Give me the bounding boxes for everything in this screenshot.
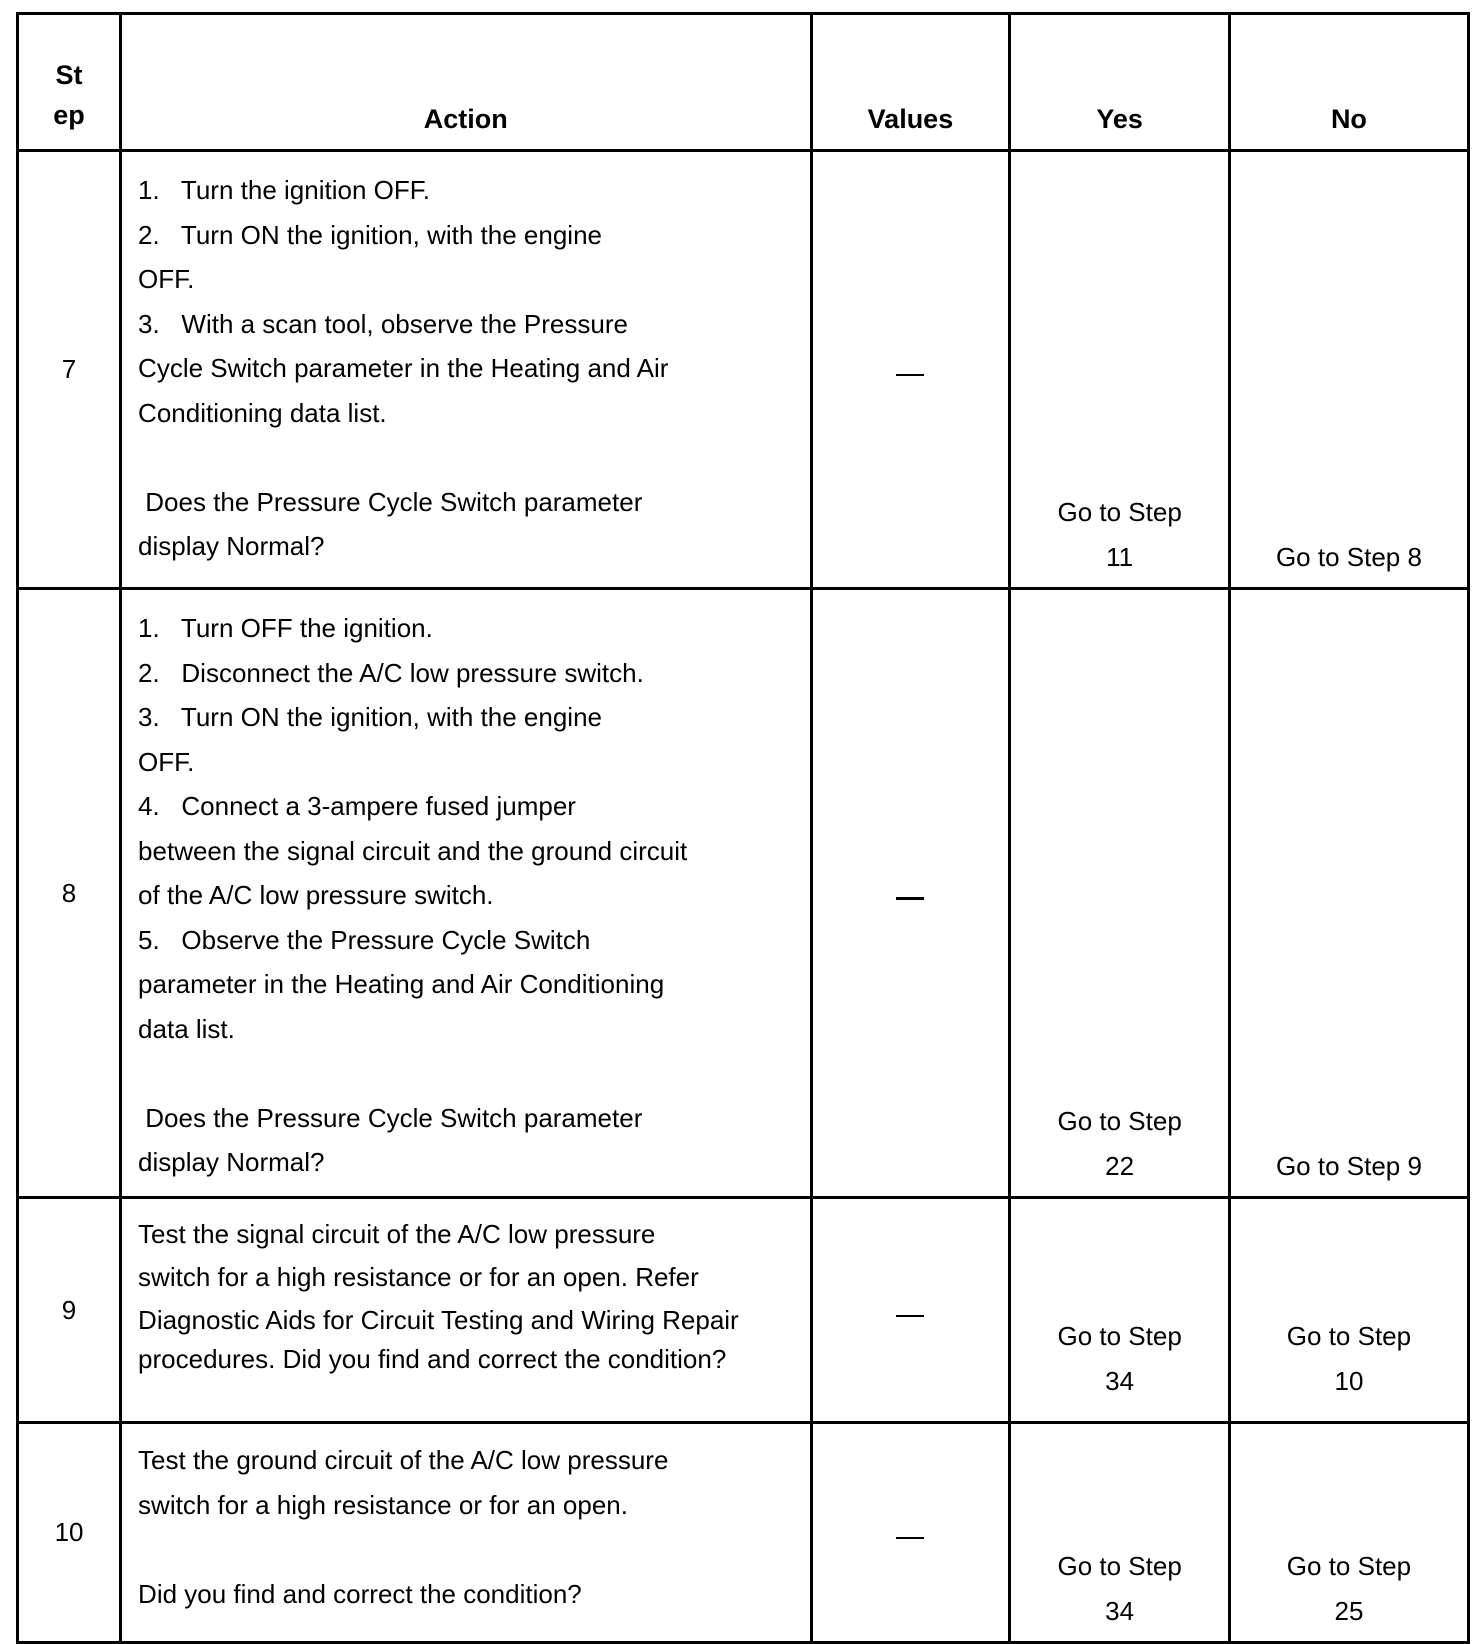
header-action: Action (121, 14, 811, 151)
values-cell (811, 1423, 1010, 1643)
table-header-row (18, 14, 1469, 151)
action-cell: Test the ground circuit of the A/C low pressure switch for a high resistance or for an open. Did you find and correct the condition? (121, 1423, 811, 1643)
yes-cell: Go to Step 22 (1010, 589, 1230, 1198)
action-cell: 1. Turn OFF the ignition. 2. Disconnect the A/C low pressure switch. 3. Turn ON the ignition, with the engine OFF. 4. Connect a 3-ampere fused jumper between the signal circuit and the ground circuit of the A/C low pressure switch. 5. Observe the Pressure Cycle Switch parameter in the Heating and Air Conditioning data list. Does the Pressure Cycle Switch parameter display Normal? (121, 589, 811, 1198)
header-step: St ep (18, 14, 121, 151)
step-number: 8 (18, 589, 121, 1198)
no-cell: Go to Step 10 (1229, 1198, 1468, 1423)
table-row (18, 151, 1469, 589)
header-no: No (1229, 14, 1468, 151)
question: Does the Pressure Cycle Switch parameter (138, 486, 643, 517)
header-yes: Yes (1010, 14, 1230, 151)
header-values: Values (811, 14, 1010, 151)
question: Does the Pressure Cycle Switch parameter (138, 1102, 643, 1133)
yes-cell: Go to Step 11 (1010, 151, 1230, 589)
table-row (18, 1198, 1469, 1423)
values-cell (811, 589, 1010, 1198)
table-row (18, 1423, 1469, 1643)
no-cell: Go to Step 9 (1229, 589, 1468, 1198)
em-dash (896, 1537, 924, 1539)
em-dash (896, 374, 924, 376)
question: Did you find and correct the condition? (138, 1578, 582, 1609)
action-cell: 1. Turn the ignition OFF. 2. Turn ON the ignition, with the engine OFF. 3. With a scan tool, observe the Pressure Cycle Switch parameter in the Heating and Air Conditioning data list. Does the Pressure Cycle Switch parameter display Normal? (121, 151, 811, 589)
table-row (18, 589, 1469, 1198)
values-cell (811, 151, 1010, 589)
em-dash (896, 897, 924, 900)
step-number: 9 (18, 1198, 121, 1423)
yes-cell: Go to Step 34 (1010, 1423, 1230, 1643)
step-number: 7 (18, 151, 121, 589)
no-cell: Go to Step 25 (1229, 1423, 1468, 1643)
values-cell (811, 1198, 1010, 1423)
step-number: 10 (18, 1423, 121, 1643)
em-dash (896, 1315, 924, 1317)
diagnostic-table (16, 12, 1470, 1644)
action-cell: Test the signal circuit of the A/C low pressure switch for a high resistance or for an open. Refer Diagnostic Aids for Circuit Testing and Wiring Repair procedures. Did you find and correct the condition? (121, 1198, 811, 1423)
no-cell: Go to Step 8 (1229, 151, 1468, 589)
yes-cell: Go to Step 34 (1010, 1198, 1230, 1423)
